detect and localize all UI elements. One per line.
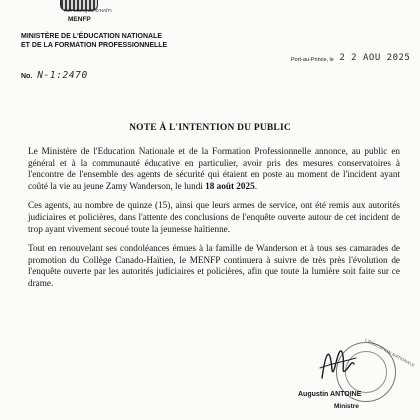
ministry-name: [21, 33, 167, 50]
paragraph-1-text: Le Ministère de l'Education Nationale et de la Formation Professionnelle annonce, au public en général et à la communauté éducative en particulier, avoir pris des mesures conservatoires à l'encontre de l'ensemble des agents de sécurité qui étaient en poste au moment de l'incident ayant coûté la vie au jeune Zamy Wanderson, le lundi: [28, 146, 400, 191]
paragraph-1-date: 18 août 2025: [205, 180, 255, 191]
document-title: NOTE À L'INTENTION DU PUBLIC: [129, 123, 291, 133]
paragraph-3: Tout en renouvelant ses condoléances émues à la famille de Wanderson et à tous ses camarades de promotion du Collège Canado-Haïtien, le MENFP continuera à suivre de très près l'évolution de l'enquête ouverte par les autorités judiciaires et policières, afin que toute la lumière soit faite sur ce drame.: [28, 243, 400, 288]
paragraph-1-end: .: [254, 180, 257, 191]
seal-text: L'ÉDUCATION NATIONALE: [364, 337, 416, 368]
signatory-name: Augustin ANTOINE: [298, 391, 362, 398]
reference-number: [21, 70, 88, 81]
stamped-date: 2 2 AOU 2025: [339, 53, 411, 63]
republic-label: RÉPUBLIQUE D'HAÏTI: [64, 8, 112, 13]
paragraph-2: Ces agents, au nombre de quinze (15), ainsi que leurs armes de service, ont été remis aux autorités judiciaires et policières, dans l'attente des conclusions de l'enquête ouverte autour de cet incident de trop ayant vivement secoué toute la jeunesse haïtienne.: [28, 200, 400, 234]
place-and-date: [291, 54, 410, 64]
ministry-name-line-1: MINISTÈRE DE L'ÉDUCATION NATIONALE: [21, 33, 163, 40]
signatory-title: Ministre: [334, 403, 359, 410]
document-body: [28, 146, 400, 298]
agency-acronym: MENFP: [68, 16, 91, 23]
ministry-name-line-2: ET DE LA FORMATION PROFESSIONNELLE: [21, 41, 168, 49]
paragraph-1: [28, 146, 400, 192]
place-label: Port-au-Prince, le: [291, 57, 334, 63]
reference-handwritten-number: N-1:2470: [37, 70, 88, 81]
handwritten-signature: [316, 340, 358, 384]
reference-prefix: No.: [21, 73, 33, 80]
